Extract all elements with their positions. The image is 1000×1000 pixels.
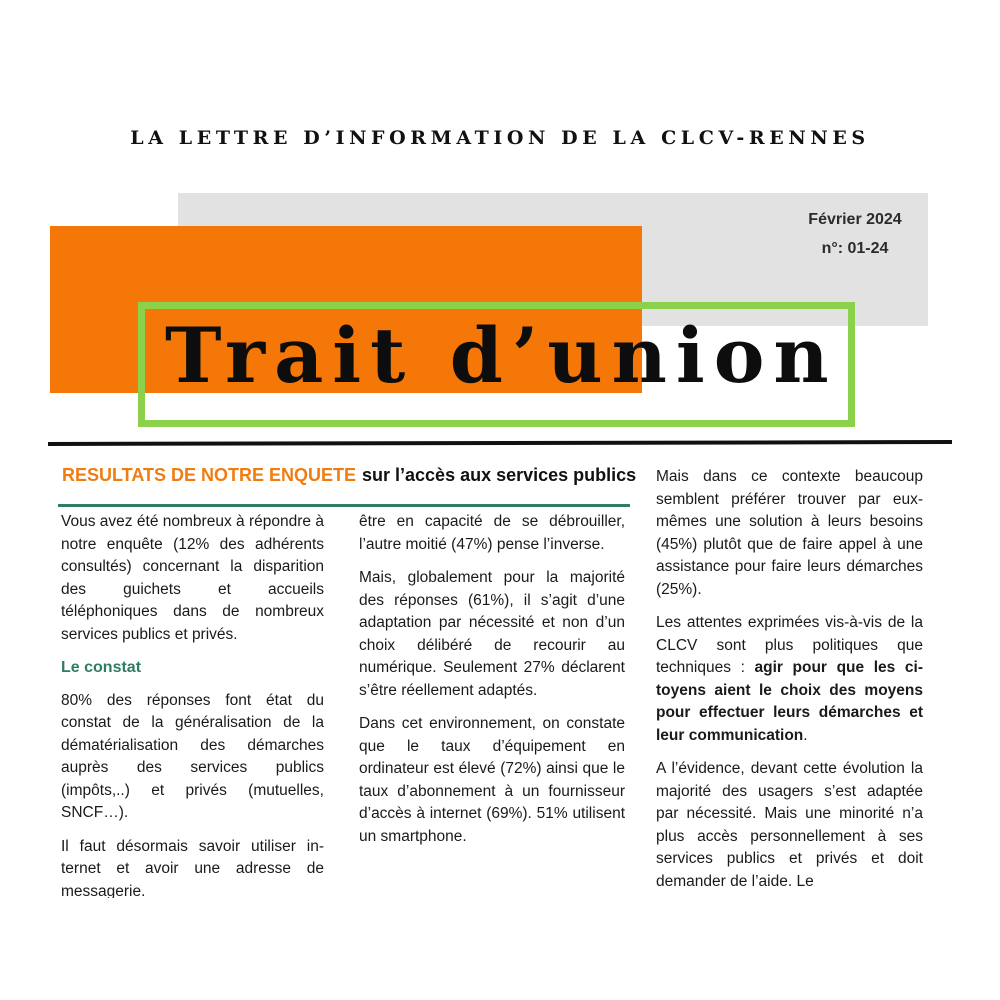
paragraph-emphasis: agir pour que les citoyens aient le choix des moyens pour effectuer leurs démarches et leur communication (656, 659, 923, 744)
paragraph: être en capacité de se débrouiller, l’autre moitié (47%) pense l’inverse. (359, 513, 625, 553)
paragraph: Dans cet environnement, on constate que le taux d’équipement en ordinateur est élevé (72%) ainsi que le taux d’abonnement à un fournisseur d’accès à internet (69%). 51% utilisent un smartphone. (359, 715, 625, 845)
headline-rest: sur l’accès aux services publics (362, 465, 637, 485)
paragraph: A l’évidence, devant cette évolution la majorité des usagers s’est adaptée par nécessité. Mais une minorité n’a plus accès personnellement à ses services publics et privés et doit demander de l’aide. Le (656, 760, 923, 890)
masthead-title: Trait d’union (165, 311, 838, 400)
paragraph: Il faut désormais savoir utiliser internet et avoir une adresse de messagerie. (61, 837, 324, 898)
paragraph-text: . (803, 726, 808, 744)
article-headline (62, 465, 636, 486)
article-column-1 (61, 511, 324, 898)
paragraph-text: Les attentes exprimées vis-à-vis de la CLCV sont plus politiques que techniques : (656, 614, 923, 676)
section-subhead: Le constat (61, 659, 142, 676)
paragraph: Mais, globalement pour la majorité des réponses (61%), il s’agit d’une adaptation par nécessité et non d’un choix délibéré de recourir au numérique. Seulement 27% déclarent s’être réellement adaptés. (359, 569, 625, 699)
headline-strong: RESULTATS DE NOTRE ENQUETE (62, 465, 357, 485)
paragraph (656, 612, 923, 747)
paragraph: 80% des réponses font état du constat de la généralisation de la dématérialisation des démarches auprès des services publics (impôts,..) et privés (mutuelles, SNCF…). (61, 691, 324, 821)
headline-underline (58, 504, 630, 507)
article-column-2 (359, 511, 625, 859)
issue-number: n°: 01-24 (821, 240, 889, 257)
paragraph: Mais dans ce contexte beaucoup semblent préférer trouver par eux-mêmes une solution à leurs besoins (45%) plutôt que de faire appel à une assistance pour faire leurs démarches (25%). (656, 468, 923, 598)
article-column-3 (656, 466, 923, 898)
paragraph: Vous avez été nombreux à répondre à notre enquête (12% des adhérents consultés) concernant la disparition des guichets et accueils téléphoniques dans de nombreux services publics et privés. (61, 513, 324, 643)
newsletter-kicker: LA LETTRE D’INFORMATION DE LA CLCV-RENNES (130, 127, 870, 149)
issue-date: Février 2024 (808, 211, 902, 228)
